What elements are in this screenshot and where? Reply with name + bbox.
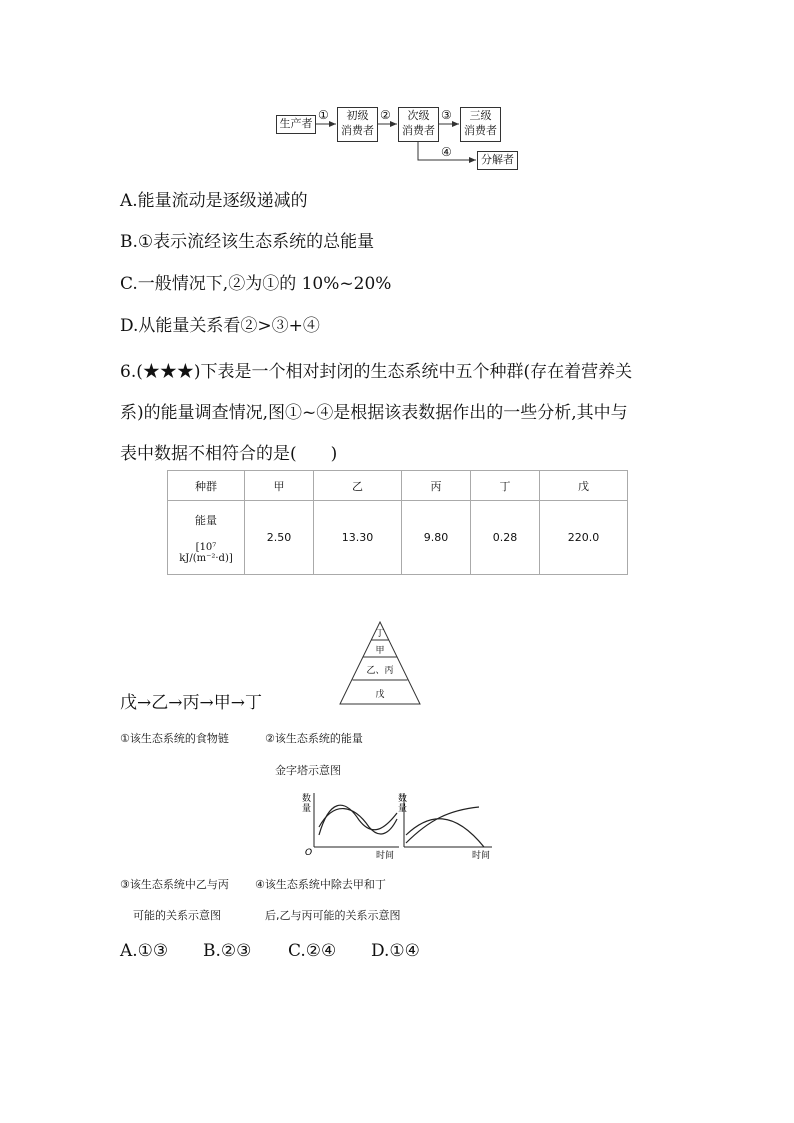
pyramid-level-2: 甲	[375, 646, 385, 656]
tertiary-consumer-box	[460, 107, 501, 142]
table-cell: 9.80	[401, 501, 470, 575]
graph3-curve-b	[319, 809, 397, 834]
caption-3: ③该生态系统中乙与丙	[120, 878, 229, 891]
table-cell: 2.50	[245, 501, 314, 575]
energy-table	[167, 470, 628, 575]
energy-pyramid	[338, 620, 422, 710]
flow-arrows	[0, 0, 794, 180]
table-header-species: 乙	[314, 471, 402, 501]
graph4-ylabel-2: 量	[398, 804, 408, 814]
table-header-species: 戊	[540, 471, 628, 501]
q5-option-b: B.①表示流经该生态系统的总能量	[120, 232, 375, 252]
caption-3b: 可能的关系示意图	[133, 909, 221, 922]
pyramid-level-top: 丁	[375, 629, 385, 639]
table-header-row	[168, 471, 628, 501]
q6-stem-line3: 表中数据不相符合的是( )	[120, 444, 338, 464]
table-cell: 220.0	[540, 501, 628, 575]
primary-consumer-line2: 消费者	[341, 124, 374, 137]
tertiary-consumer-line2: 消费者	[464, 124, 497, 137]
graph3-origin: O	[305, 848, 313, 858]
row-label-line2: [10⁷ kJ/(m⁻²·d)]	[179, 541, 233, 564]
graph3-curve-a	[319, 805, 397, 835]
tertiary-consumer-line1: 三级	[469, 109, 492, 122]
pyramid-level-3: 乙、丙	[366, 666, 394, 676]
decomposer-box: 分解者	[477, 151, 518, 170]
q6-stem-line2: 系)的能量调查情况,图①~④是根据该表数据作出的一些分析,其中与	[120, 403, 628, 423]
answer-a: A.①③	[120, 941, 169, 961]
answer-c: C.②④	[288, 941, 337, 961]
caption-2b: 金字塔示意图	[275, 764, 341, 777]
caption-4: ④该生态系统中除去甲和丁	[255, 878, 386, 891]
table-header-species: 甲	[245, 471, 314, 501]
caption-1: ①该生态系统的食物链	[120, 732, 229, 745]
table-row-label	[168, 501, 245, 575]
graph3-ylabel-1: 数	[302, 794, 312, 804]
graph4-xlabel: 时间	[472, 851, 491, 861]
secondary-consumer-line1: 次级	[407, 109, 430, 122]
graph4-curve-a	[406, 807, 479, 843]
caption-4b: 后,乙与丙可能的关系示意图	[265, 909, 401, 922]
primary-consumer-line1: 初级	[346, 109, 369, 122]
table-cell: 13.30	[314, 501, 402, 575]
graph3-ylabel-2: 量	[302, 804, 312, 814]
table-header-species: 丙	[401, 471, 470, 501]
arrow-label-4: ④	[441, 145, 452, 159]
answer-b: B.②③	[203, 941, 252, 961]
secondary-consumer-box	[398, 107, 439, 142]
caption-2: ②该生态系统的能量	[265, 732, 363, 745]
arrow-label-2: ②	[380, 108, 391, 122]
q5-option-a: A.能量流动是逐级递减的	[120, 191, 308, 211]
q6-stem-line1: 6.(★★★)下表是一个相对封闭的生态系统中五个种群(存在着营养关	[120, 362, 633, 382]
arrow-label-1: ①	[318, 108, 329, 122]
answer-d: D.①④	[371, 941, 420, 961]
primary-consumer-box	[337, 107, 378, 142]
food-chain: 戊→乙→丙→甲→丁	[120, 693, 262, 713]
producer-box: 生产者	[276, 115, 316, 134]
table-header-label: 种群	[168, 471, 245, 501]
graph3-xlabel: 时间	[376, 851, 395, 861]
pyramid-level-base: 戊	[375, 690, 385, 700]
arrow-label-3: ③	[441, 108, 452, 122]
table-cell: 0.28	[470, 501, 539, 575]
q5-option-c: C.一般情况下,②为①的 10%~20%	[120, 274, 392, 294]
graph4-ylabel-1: 数	[398, 794, 408, 804]
secondary-consumer-line2: 消费者	[402, 124, 435, 137]
table-header-species: 丁	[470, 471, 539, 501]
table-row	[168, 501, 628, 575]
population-graphs	[294, 785, 504, 863]
q5-option-d: D.从能量关系看②>③+④	[120, 316, 320, 336]
row-label-line1: 能量	[195, 513, 217, 527]
